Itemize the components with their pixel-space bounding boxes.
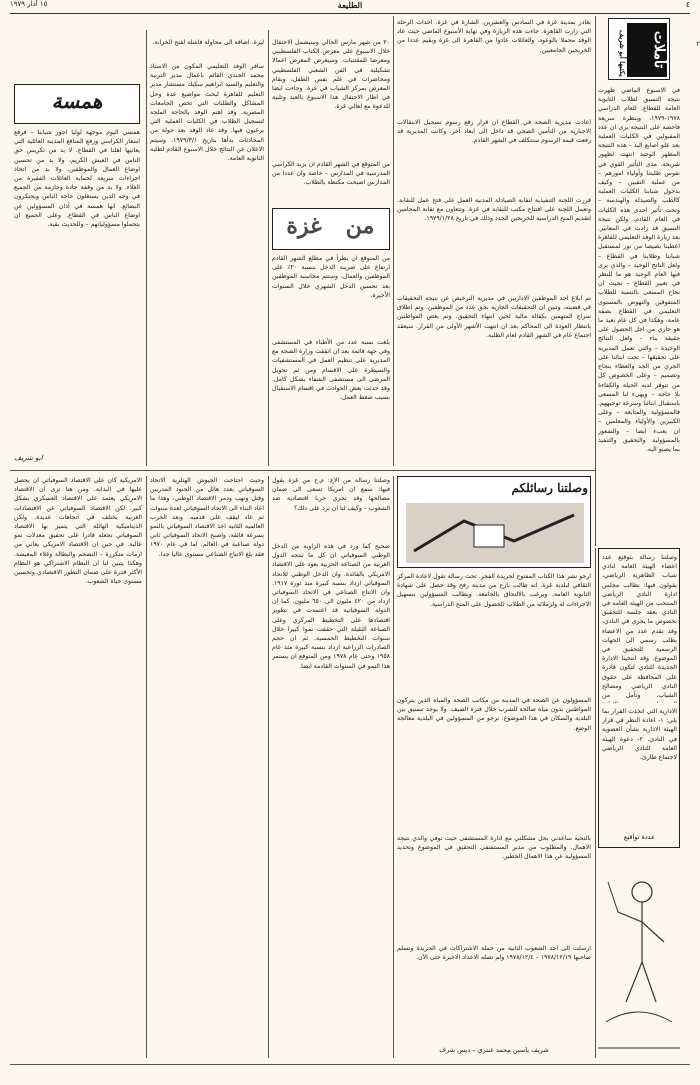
letters-banner <box>397 476 591 568</box>
column-divider <box>268 30 269 466</box>
news-item-doctors: بلغت نسبة عدد من الأطباء في المستشفى وفي جهة قائمة بعد ان اتفقت وزارة الصحة مع المديرية على تنظيم العمل في المستشفيات والسيطرة على الاقسام ومن ثم تحويل المرضى الى مستشفى الشفاء بشكل كامل. وقد حدثت بعض الحوادث في اقسام الاستقبال بسبب ضغط العمل. <box>272 339 390 402</box>
taamulat-title: تأملات <box>627 23 667 77</box>
news-item-schools: من المتوقع في الشهر القادم ان يزيد الكراسي المدرسية في المدارس – خاصة وان عددا من المدارس اصبحت مكتظة بالطلاب. <box>272 161 390 187</box>
news-item-health: اعادت مديرية الصحة في القطاع ان قرار رفع رسوم تسجيل الانتقالات الاجبارية من التأمين الصحي قد داخل الى ابعاد آخر. وكانت المديرية قد رفعت قيمة الرسوم سنتكلف في الشهر القادم. <box>397 119 591 145</box>
economy-body-2: وحيث اجتاحت الجيوش الهتلرية الاتحاد السوفياتي بعدد هائل من الجنود المدربين وقتل ونهب ودمر الاقتصاد الوطني، وهذا ما اعاد البناء الى الاتحاد السوفياتي لعدة سنوات ثم عاد ليقف على قدميه. وبعد الحرب العالمية الثانية اخذ الاقتصاد السوفياتي بالنمو بسرعة فائقة، واصبح الاتحاد السوفياتي ثاني دولة صناعية في العالم. اما في عام ١٩٧٠ فقد بلغ الانتاج الصناعي مستوى عاليا جدا. <box>150 477 264 558</box>
hamsa-title-box <box>14 84 140 124</box>
header-rule <box>10 13 690 14</box>
page-number: ٤ <box>685 0 690 9</box>
notice-box <box>598 548 680 848</box>
news-item-education-delegation: سافر الوفد التعليمي المكون من الاستاذ محمد الجندي القائم باعمال مدير التربية والتعليم والسيد ابراهيم سكيك مستشار مدير التعليم للقاهرة لبحث مواضيع عدة وحل المشاكل والطلبات التي تخص الجامعات المصرية. وقد اهتم الوفد بالحاجة الملحة لتسجيل الطلاب في الكليات العملية التي يرغبون فيها. وقد عاد الوفد بعد جولة من المحادثات بدأها بتاريخ ١٩٧٩/٣/١. وسيتم الاعلان عن النتائج خلال الاسبوع القادم لطلبة الثانوية العامة. <box>150 63 264 163</box>
edge-number: ٢ <box>696 40 700 48</box>
economy-intro: وصلتنا رسالة من الاخ: م.ح من غزة يقول فيها: سمع ان امريكا تسعى الى ضمان مصالحها وقد تجري حربا اقتصادية ضد الشعوب – وكيف لنا ان نرد على ذلك؟ <box>272 477 390 512</box>
letter-3: بالتحية ساعدني بحل مشكلتي مع ادارة المستشفى حيث توفي والدي نتيجة الاهمال. والمطلوب من مدير المستشفى التحقيق في الموضوع وتحديد المسؤولية عن هذا الاهمال الخطير. <box>397 835 591 861</box>
column-divider <box>146 30 147 466</box>
notice-decision: الادارية التي اتخذت القرار بما يلي: ١- اعادة النظر في قرار الهيئة الادارية بشأن العضوية في النادي. ٢- دعوة الهيئة العامة للنادي الرياضي لاجتماع طارئ. <box>602 708 677 762</box>
column-divider <box>146 476 147 1058</box>
footer-rule <box>10 1064 690 1065</box>
hamsa-title: همسة <box>51 89 103 113</box>
column-divider <box>393 476 394 1058</box>
news-item-employees: تم ابلاغ احد الموظفين الاداريين في مديرية الترخيص عن نتيجة التحقيقات في قضيته، وتبين ان التحقيقات الجارية بحق عدد من الموظفين. وتم اطلاق سراح المتهمين بكفالة مالية لحين انتهاء التحقيق. ونم بعض المواطنين بانتظار العودة الى المحاكم بعد ان انتهت الأشهر الأولى من القرار. سيعقد اجتماع عام في الشهر القادم لعام الطلبة. <box>397 295 591 339</box>
news-item-visit: بغادر بمدينة غزة في السادس والعشرين. الشارة في غزة. احداث الرحلة التي زارت القاهرة. جاءت هذه الزيارة وفي نهاية الأسبوع الماضي حيث عاد الوفد محملا بالوعود. والعائلات عادوا من القاهرة الى غزة وبقيم عددا من الخريجين الجامعيين. <box>397 19 591 54</box>
taamulat-title-box <box>608 18 670 80</box>
section-title: الطليعة <box>337 0 363 10</box>
letter-4: ارسلت الى احد الشعوب الثانية من حملة الاشتراكات في الجريدة وتسلم صاحبها ١٩٧٨/١٢/١٩ – ١٩٧٨/١٢/٤ ولم تصله الاعداد الاخيرة حتى الآن. <box>397 945 591 962</box>
news-item-pharmacists: قررت اللجنة التنفيذية لنقابة الصيادلة المدنية العمل على فتح عمل للنقابة. وتعمل اللجنة على افتتاح مكتب للنقابة في غزة. وتتعاون مع نقابة المحامين لتقديم المنح الدراسية للخريجين الجدد وذلك في تاريخ ١٩٧٩/١/٢٨. <box>397 197 591 223</box>
economy-body-1: صحيح كما ورد في هذه الزاوية من الدخل الوطني السوفياتي ان كل ما تنتجه الدول الغربية من الصناعة الحربية يعود على الاقتصاد الامريكي بالفائدة. وان الدخل الوطني للاتحاد السوفياتي ازداد بنسبة كبيرة منذ ثورة ١٩١٧. وان الانتاج الصناعي في الاتحاد السوفياتي ازداد من ٤٢٠ مليون الى ٦٥٠ مليون. كما ان الدولة السوفياتية قد اعتمدت في تطوير اقتصادها على التخطيط المركزي وعلى الصناعة الثقيلة التي حققت نموا كبيرا خلال سنوات التخطيط الخمسية. ثم ان حجم الصادرات الزراعية ازداد بنسبة كبيرة منذ عام ١٩٥٨ وحتى عام ١٩٧٨ ومن المتوقع ان يستمر هذا النمو في السنوات القادمة ايضا. <box>272 543 390 670</box>
issue-date: ١٥ آذار ١٩٧٩ <box>10 0 48 8</box>
hamsa-body: همسي اليوم موجهة لوليا اجور شبابنا – فرفع اسعار الكراسي ورفع المنافع المدينة العائلية التي يعانيها اهلنا في القطاع. لا بد من تكريس حق الناس في العيش الكريم، ولا بد من تحسين اوضاع العمال والموظفين، ولا بد من اتخاذ اجراءات سريعة لحماية العائلات الفقيرة من الغلاء. ولا بد من وقفة جادة وحازمة من الجميع في وجه الذين يستغلون حاجة الناس ويحتكرون البضائع. انها همسة في آذان المسؤولين عن اوضاع الناس في القطاع. وعلى الجميع ان يتحملوا مسؤولياتهم – وللحديث بقية. <box>14 129 140 229</box>
news-item-exhibition: ٢٠ من شهر مارس الحالي وسيشمل الاحتفال خلال الاسبوع على معرض الكتاب الفلسطيني ومعرضا للمقتنيات. وسيعرض المعرض اعمالا تشكيلية في الفن الشعبي الفلسطيني ومحاضرات في علم نفس الطفل، ويقام المعرض بمركز الشباب في غزة. وجاءت ايضا في اطار الاحتفال هذا الاسبوع بالعيد وتلبية للدعوة مع اهالي غزة. <box>272 39 390 111</box>
news-item-tax: من المتوقع ان يطرأ في مطلع الشهر القادم ارتفاع على ضريبة الدخل بنسبة ٢٠٪ على الموظفين والعمال، وستتم محاسبة الموظفين بعد تحسين الدخل الشهري خلال السنوات الأخيرة. <box>272 255 390 299</box>
hamsa-signature: ابو شريف <box>14 454 43 462</box>
min-gaza-word1: من <box>345 213 375 239</box>
letter-1: ارجو نشر هذا الكتاب المفتوح لجريدة الفجر. تحت رسالة تقول لاعادة المركز الثقافي لبلدية غزة. انه طالب نازح من مدينة رفح وقد حصل على شهادة الثانوية العامة. ويرغب بالالتحاق بالجامعة. ويطالب المسؤولين بتسهيل الاجراءات له ولزملائه من الطلاب للحصول على المنح الدراسية. <box>397 573 591 608</box>
letters-illustration <box>404 501 586 565</box>
taamulat-body: في الاسبوع الماضي ظهرت نتيجة التسيق لطلاب الثانوية العامة للقطاع. للعام الدراسي ١٩٧٨-١٩٧٩، وبنظرة سريعة فاحصة على النتيجة يرى ان عدد المقبولين في الكليات العملية بعد علو اصابع اليد – هذه النتيجة المظهر الوحيد انتهت لظهور شريحة. مدى التأثير القوي في نفوس طلبتنا وأولياء امورهم – من عملية التقبين – وكيف بدخول شبابنا الكليات العملية كالطب والصيدلة والهندسة – وتحت تأثير احدى هذه الكليات في العام القادم، ولكن نتيجة التسيق قد زادت في المعايير. بعد زيارة الوفد التعليمي للقاهرة اعطينا بصيصا من نور لمستقبل شبابنا وطلابنا في القطاع – ولعل الناتج الوحيد – والذي يرى فيها العام الوحيد هو ما للنظر في تغيير القطاع – بحيث ان نجاح المسعى بالنسبة للطلاب المتفوقين والنهوض بالمستوى التعليمي في القطاع بصفة عامة. وهكذا في كل عام نعيد ما هو جاري من اجل الحصول على حقيقة بناء – ولعل النتائج الوحيدة – والتي تعمل المديرية على تحقيقها – تحت ابنائنا على الجري من الجد والعطاء بنجاح وتصميم – وعلى الخصوص كل من تتوفر لديه الحيلة والكفاءة بلا حاجة – ويهيء لنا المسعى باستقبال ابنائنا وسرعة توجيههم. فالمسؤولية والمتابعة – وعلى الكبيرين والأولياء والمعلمين – ان بعبء ايضا – والشعور بالمسؤولية والتحقيق والتنفيذ بما يصبو اليه. <box>598 87 680 453</box>
column-divider <box>393 16 394 466</box>
column-divider <box>268 476 269 1058</box>
column-divider <box>595 548 596 1058</box>
notice-signature: عددة تواقيع <box>623 833 656 841</box>
column-divider <box>595 16 596 546</box>
letters-title: وصلتنا رسائلكم <box>511 481 588 495</box>
taamulat-byline: يكتبها أبو شريف <box>618 30 627 77</box>
economy-body-3: الامريكية كان على الاقتصاد السوفياتي ان يحصل عليها في البداية. ومن هنا نرى ان الاقتصاد الامريكي يعتمد على الاقتصاد العسكري بشكل كبير. لكن الاقتصاد السوفياتي عن الاقتصادات الغربية يختلف في اتجاهات عديدة. ولكن الديناميكية الهائلة التي يتميز بها الاقتصاد السوفياتي تجعله قادرا على تحقيق معدلات نمو عالية. في حين ان الاقتصاد الامريكي يعاني من ازمات متكررة – التضخم والبطالة وغلاء المعيشة. وهكذا يتبين لنا ان النظام الاشتراكي هو النظام الأكثر قدرة على ضمان التطور الاقتصادي وتحسين مستوى حياة الشعوب. <box>14 477 142 586</box>
min-gaza-box <box>272 208 390 250</box>
min-gaza-word2: غزة <box>286 213 322 239</box>
cartoon-illustration <box>598 852 680 1052</box>
notice-body: وصلتنا رسالة بتوقيع عدد اعضاء الهيئة العامة لنادي شباب الظاهرية الرياضي، يقولون فيها: نطالب مجلس ادارة النادي الرياضي المنتخب من الهيئة العامة في النادي بعقد جلسة للتحقيق بخصوص ما يجري في النادي، وقد تقدم عدد من الاعضاء بطلب رسمي الى الجهات الرسمية للتحقيق في الموضوع. وقد انتخبنا الادارة الجديدة للنادي لتكون قادرة على المحافظة على حقوق النادي الرياضي ومصالح الشباب. ونأمل من <box>602 554 677 700</box>
letter-2: المسؤولون عن الصحة في المدينة من مكاتب الصحة والمياه الذين يتركون المواطنين بدون مياه صالحة للشرب خلال فترة الصيف. ولا يوجد تنسيق بين البلدية والسكان في هذا الموضوع. نرجو من المسؤولين في البلدية معالجة الوضع. <box>397 697 591 732</box>
section-divider <box>10 470 595 471</box>
news-item-safe: ليرة. اضافة الى محاولة فاشلة لفتح الخزانة. <box>152 39 264 46</box>
letters-signature: شريف ياسين محمد عنتري – ديس شرف <box>439 1046 549 1054</box>
